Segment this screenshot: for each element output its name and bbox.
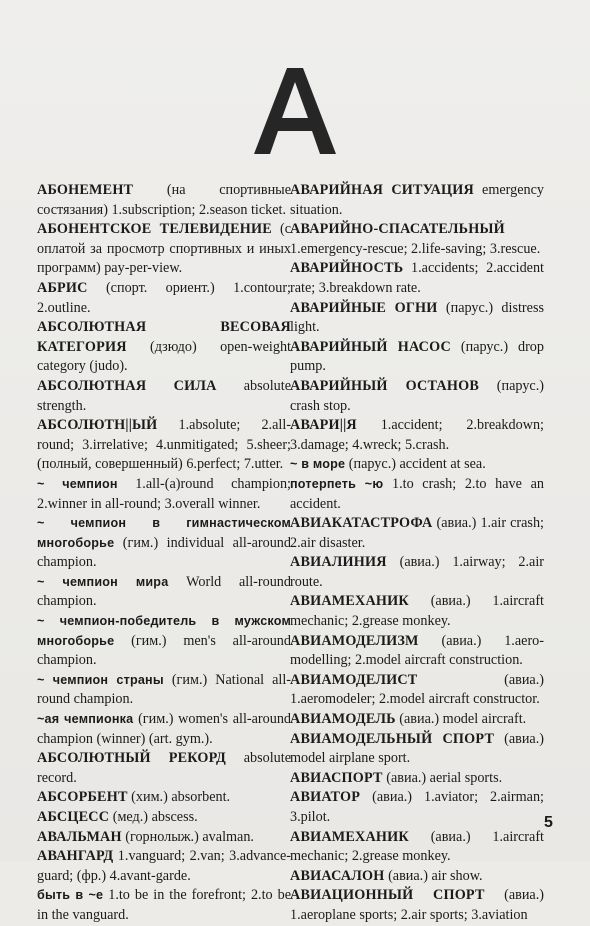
entry-definition: 1.emergency-rescue; 2.life-saving; 3.rescue. xyxy=(290,240,541,257)
entry-headword: АВИАМЕХАНИК xyxy=(290,828,409,845)
dictionary-entry xyxy=(37,749,291,788)
page-number: 5 xyxy=(544,814,553,831)
entry-definition: (дзюдо) open-weight category (judo). xyxy=(37,338,291,375)
dictionary-entry xyxy=(37,514,291,573)
entry-definition: absolute record. xyxy=(37,750,292,786)
entry-headword: АВИАСАЛОН xyxy=(290,867,385,884)
entry-definition: 1.all-(a)round champion; 2.winner in all-round; 3.overall winner. xyxy=(37,475,291,512)
entry-headword: АВАРИЙНЫЙ ОСТАНОВ xyxy=(290,377,479,394)
entry-headword: АВИАМОДЕЛИЗМ xyxy=(290,632,419,649)
entry-headword: АВАРИЙНАЯ СИТУАЦИЯ xyxy=(290,182,474,198)
entry-definition: (горнолыж.) avalman. xyxy=(121,828,254,845)
entry-definition: (авиа.) 1.air crash; 2.air disaster. xyxy=(290,515,544,551)
entry-headword: АВАРИ||Я xyxy=(290,417,357,434)
dictionary-entry xyxy=(290,592,544,631)
entry-definition: (авиа.) 1.aircraft mechanic; 2.grease monkey. xyxy=(290,828,544,865)
dictionary-entry xyxy=(290,671,544,710)
dictionary-entry xyxy=(37,886,291,925)
entry-headword: АБСОЛЮТН||ЫЙ xyxy=(37,417,158,434)
entry-definition: (авиа.) 1.aeroplane sports; 2.air sports; 3.aviation xyxy=(290,887,544,923)
dictionary-entry xyxy=(37,181,291,220)
entry-headword: ~ чемпион-победитель в мужском многоборье xyxy=(37,614,291,648)
entry-definition: (гим.) individual all-around champion. xyxy=(37,534,291,571)
entry-headword: АБСОЛЮТНАЯ ВЕСОВАЯ КАТЕГОРИЯ xyxy=(37,319,291,355)
entry-definition: (гим.) National all-round champion. xyxy=(37,671,291,708)
entry-headword: АВИАКАТАСТРОФА xyxy=(290,515,433,532)
section-letter xyxy=(250,60,340,160)
entry-definition: (авиа.) 1.airway; 2.air route. xyxy=(290,554,544,590)
entry-definition: (гим.) men's all-around champion. xyxy=(37,632,291,669)
entry-definition: (авиа.) model aircraft. xyxy=(395,711,527,728)
entry-headword: АБСОЛЮТНЫЙ РЕКОРД xyxy=(37,750,226,767)
entry-headword: быть в ~е xyxy=(37,888,104,903)
entry-definition: (авиа.) model airplane sport. xyxy=(290,730,544,767)
dictionary-entry xyxy=(37,220,291,279)
entry-headword: АВАРИЙНЫЙ НАСОС xyxy=(290,338,451,355)
dictionary-entry xyxy=(290,455,544,475)
entry-headword: ~ чемпион xyxy=(37,476,118,491)
entry-headword: АБОНЕМЕНТ xyxy=(37,182,134,198)
entry-headword: АБРИС xyxy=(37,279,88,296)
entry-definition: (мед.) abscess. xyxy=(109,809,198,825)
dictionary-entry xyxy=(37,416,291,475)
entry-definition: (авиа.) air show. xyxy=(384,867,483,884)
entry-definition: (гим.) women's all-around champion (winner) (art. gym.). xyxy=(37,711,292,747)
entry-definition: (авиа.) 1.aero-modelling; 2.model aircraft construction. xyxy=(290,632,544,669)
entry-headword: ~ чемпион страны xyxy=(37,672,164,687)
entry-definition: (парус.) distress light. xyxy=(290,299,544,336)
entry-definition: (авиа.) 1.aviator; 2.airman; 3.pilot. xyxy=(290,789,544,825)
entry-headword: потерпеть ~ю xyxy=(290,476,384,491)
dictionary-entry xyxy=(290,220,544,259)
entry-headword: ~ чемпион в гимнастическом многоборье xyxy=(37,516,291,550)
dictionary-entry xyxy=(290,886,544,925)
dictionary-entry xyxy=(290,632,544,671)
entry-definition: (спорт. ориент.) 1.contour; 2.outline. xyxy=(37,279,291,316)
dictionary-entry xyxy=(290,514,544,553)
dictionary-entry xyxy=(290,259,544,298)
dictionary-entry xyxy=(37,710,291,749)
entry-definition: (на спортивные состязания) 1.subscription; 2.season ticket. xyxy=(37,182,291,218)
dictionary-entry xyxy=(290,181,544,220)
dictionary-entry xyxy=(290,553,544,592)
dictionary-entry xyxy=(37,377,291,416)
entry-headword: АВИАСПОРТ xyxy=(290,769,383,786)
dictionary-entry xyxy=(290,788,544,827)
dictionary-entry xyxy=(37,573,291,612)
entry-headword: АВИАМОДЕЛЬНЫЙ СПОРТ xyxy=(290,730,495,747)
entry-definition: (с оплатой за просмотр спортивных и иных программ) pay-per-view. xyxy=(37,221,291,277)
entry-headword: АВИАЦИОННЫЙ СПОРТ xyxy=(290,887,485,904)
dictionary-entry xyxy=(37,671,291,710)
entry-definition: (авиа.) 1.aircraft mechanic; 2.grease monkey. xyxy=(290,593,544,630)
entry-headword: АБСЦЕСС xyxy=(37,809,110,825)
entry-definition: 1.absolute; 2.all-round; 3.irrelative; 4.unmitigated; 5.sheer; (полный, совершенный) 6.perfect; 7.utter. xyxy=(37,417,291,473)
dictionary-entry xyxy=(290,867,544,887)
entry-definition: 1.to be in the forefront; 2.to be in the vanguard. xyxy=(37,887,291,923)
dictionary-entry xyxy=(290,299,544,338)
entry-definition: (парус.) drop pump. xyxy=(290,338,544,375)
entry-headword: ~ в море xyxy=(290,457,346,472)
dictionary-entry xyxy=(290,730,544,769)
entry-definition: emergency situation. xyxy=(290,182,544,218)
entry-headword: АВАРИЙНЫЕ ОГНИ xyxy=(290,299,438,316)
entry-definition: (авиа.) aerial sports. xyxy=(382,769,503,786)
dictionary-entry xyxy=(37,828,291,848)
entry-headword: АБСОЛЮТНАЯ СИЛА xyxy=(37,377,217,394)
entry-definition: (парус.) accident at sea. xyxy=(345,456,486,473)
entry-headword: АБОНЕНТСКОЕ ТЕЛЕВИДЕНИЕ xyxy=(37,221,272,238)
dictionary-entry xyxy=(37,612,291,671)
dictionary-entry xyxy=(290,710,544,730)
left-column xyxy=(37,181,291,926)
entry-definition: 1.accidents; 2.accident rate; 3.breakdown rate. xyxy=(290,260,544,296)
entry-definition: (хим.) absorbent. xyxy=(127,789,231,806)
entry-headword: АВАЛЬМАН xyxy=(37,828,122,845)
entry-definition: World all-round champion. xyxy=(37,573,291,610)
entry-headword: АВИАТОР xyxy=(290,789,361,806)
entry-definition: absolute strength. xyxy=(37,377,292,414)
dictionary-entry xyxy=(290,338,544,377)
dictionary-entry xyxy=(37,808,291,828)
dictionary-entry xyxy=(290,769,544,789)
entry-definition: 1.accident; 2.breakdown; 3.damage; 4.wreck; 5.crash. xyxy=(290,417,544,453)
dictionary-entry xyxy=(37,847,291,886)
entry-definition: (парус.) crash stop. xyxy=(290,377,544,414)
dictionary-entry xyxy=(290,416,544,455)
entry-headword: АВИАМЕХАНИК xyxy=(290,593,409,610)
entry-headword: АВАРИЙНО-СПАСАТЕЛЬНЫЙ xyxy=(290,221,505,238)
entry-headword: ~ чемпион мира xyxy=(37,574,169,589)
entry-headword: ~ая чемпионка xyxy=(37,712,134,727)
entry-headword: АВАНГАРД xyxy=(37,848,114,865)
entry-headword: АВИАМОДЕЛИСТ xyxy=(290,671,418,688)
entry-definition: 1.to crash; 2.to have an accident. xyxy=(290,475,544,512)
dictionary-entry xyxy=(290,377,544,416)
dictionary-entry xyxy=(37,318,291,377)
entry-definition: (авиа.) 1.aeromodeler; 2.model aircraft constructor. xyxy=(290,671,544,708)
entry-headword: АБСОРБЕНТ xyxy=(37,789,128,806)
entry-headword: АВИАЛИНИЯ xyxy=(290,554,387,571)
entry-headword: АВАРИЙНОСТЬ xyxy=(290,260,404,277)
dictionary-entry xyxy=(37,279,291,318)
dictionary-entry xyxy=(37,788,291,808)
entry-definition: 1.vanguard; 2.van; 3.advance-guard; (фр.) 4.avant-garde. xyxy=(37,848,291,884)
dictionary-entry xyxy=(290,475,544,514)
entry-headword: АВИАМОДЕЛЬ xyxy=(290,711,396,728)
right-column xyxy=(290,181,544,926)
dictionary-entry xyxy=(37,475,291,514)
